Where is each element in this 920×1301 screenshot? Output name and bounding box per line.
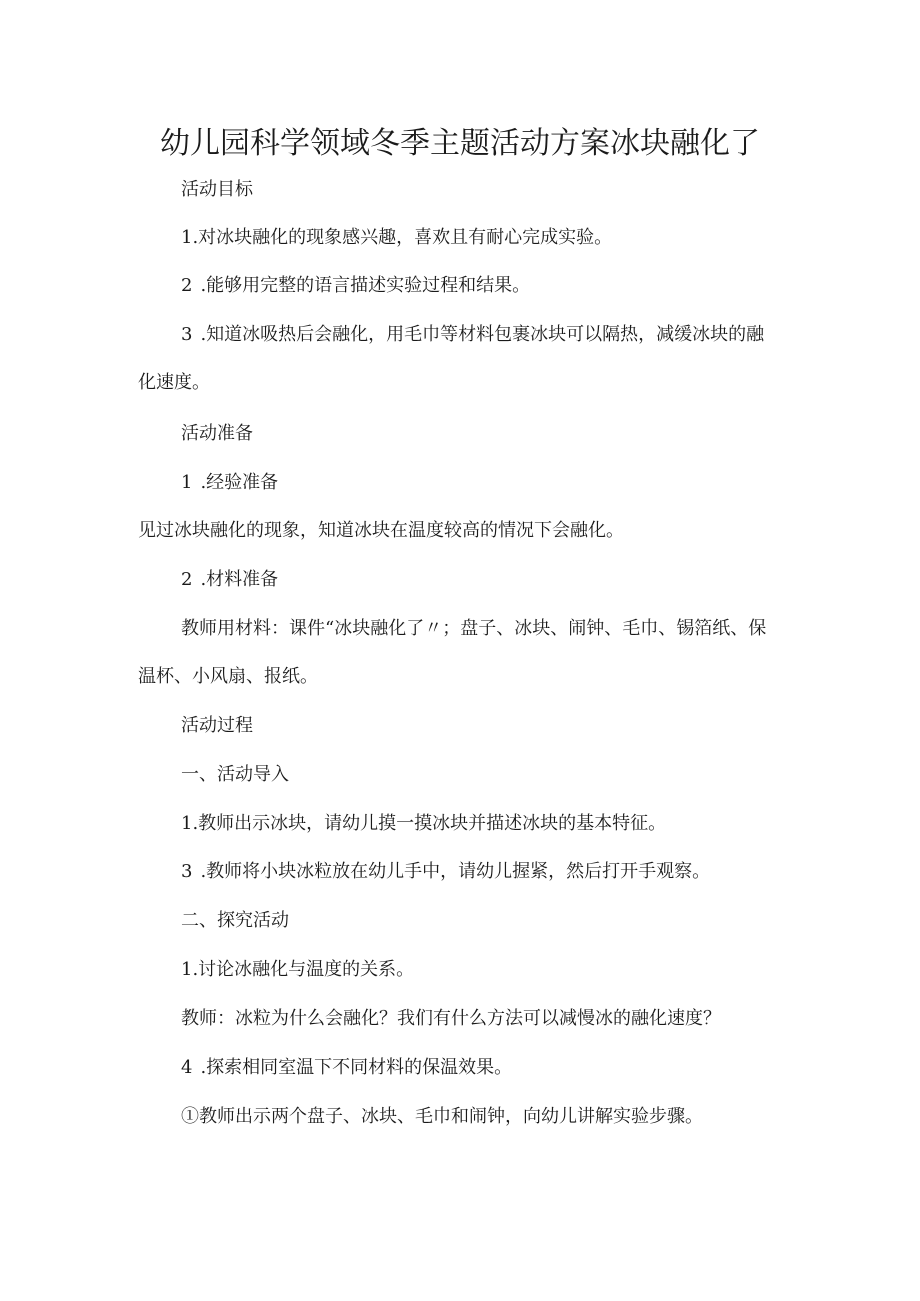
explore-item-1: 1.讨论冰融化与温度的关系。 bbox=[181, 959, 415, 980]
goal-item-1: 1.对冰块融化的现象感兴趣，喜欢且有耐心完成实验。 bbox=[181, 227, 613, 248]
subsection-heading-intro: 一、活动导入 bbox=[181, 764, 289, 785]
prep-item-1-text: .经验准备 bbox=[200, 472, 279, 493]
prep-item-1 bbox=[181, 471, 278, 495]
goal-item-2 bbox=[181, 274, 530, 298]
intro-item-1: 1.教师出示冰块，请幼儿摸一摸冰块并描述冰块的基本特征。 bbox=[181, 813, 667, 834]
prep-item-2-detail: 教师用材料：课件“冰块融化了〃；盘子、冰块、闹钟、毛巾、锡箔纸、保 bbox=[181, 618, 767, 639]
intro-item-3 bbox=[181, 860, 710, 884]
section-heading-preparation: 活动准备 bbox=[181, 423, 253, 444]
intro-item-3-text: .教师将小块冰粒放在幼儿手中，请幼儿握紧，然后打开手观察。 bbox=[200, 861, 711, 882]
subsection-heading-explore: 二、探究活动 bbox=[181, 910, 289, 931]
goal-item-3-text: .知道冰吸热后会融化，用毛巾等材料包裹冰块可以隔热，减缓冰块的融 bbox=[200, 324, 765, 345]
goal-item-3 bbox=[181, 323, 764, 347]
prep-item-1-number: 1 bbox=[181, 472, 193, 493]
goal-item-2-text: .能够用完整的语言描述实验过程和结果。 bbox=[200, 275, 531, 296]
explore-item-4-step-1: ①教师出示两个盘子、冰块、毛巾和闹钟，向幼儿讲解实验步骤。 bbox=[181, 1106, 703, 1127]
prep-item-2 bbox=[181, 568, 278, 592]
explore-item-1-detail: 教师：冰粒为什么会融化？我们有什么方法可以减慢冰的融化速度？ bbox=[181, 1008, 721, 1029]
section-heading-goals: 活动目标 bbox=[181, 179, 253, 200]
goal-item-2-number: 2 bbox=[181, 275, 193, 296]
document-title: 幼儿园科学领域冬季主题活动方案冰块融化了 bbox=[160, 126, 760, 161]
explore-item-4-number: 4 bbox=[181, 1057, 193, 1078]
explore-item-4-text: .探索相同室温下不同材料的保温效果。 bbox=[200, 1057, 513, 1078]
goal-item-3-continuation: 化速度。 bbox=[138, 372, 210, 393]
prep-item-2-text: .材料准备 bbox=[200, 569, 279, 590]
prep-item-1-detail: 见过冰块融化的现象，知道冰块在温度较高的情况下会融化。 bbox=[138, 520, 624, 541]
goal-item-3-number: 3 bbox=[181, 324, 193, 345]
section-heading-process: 活动过程 bbox=[181, 715, 253, 736]
explore-item-4 bbox=[181, 1056, 512, 1080]
prep-item-2-number: 2 bbox=[181, 569, 193, 590]
prep-item-2-detail-continuation: 温杯、小风扇、报纸。 bbox=[138, 666, 318, 687]
intro-item-3-number: 3 bbox=[181, 861, 193, 882]
